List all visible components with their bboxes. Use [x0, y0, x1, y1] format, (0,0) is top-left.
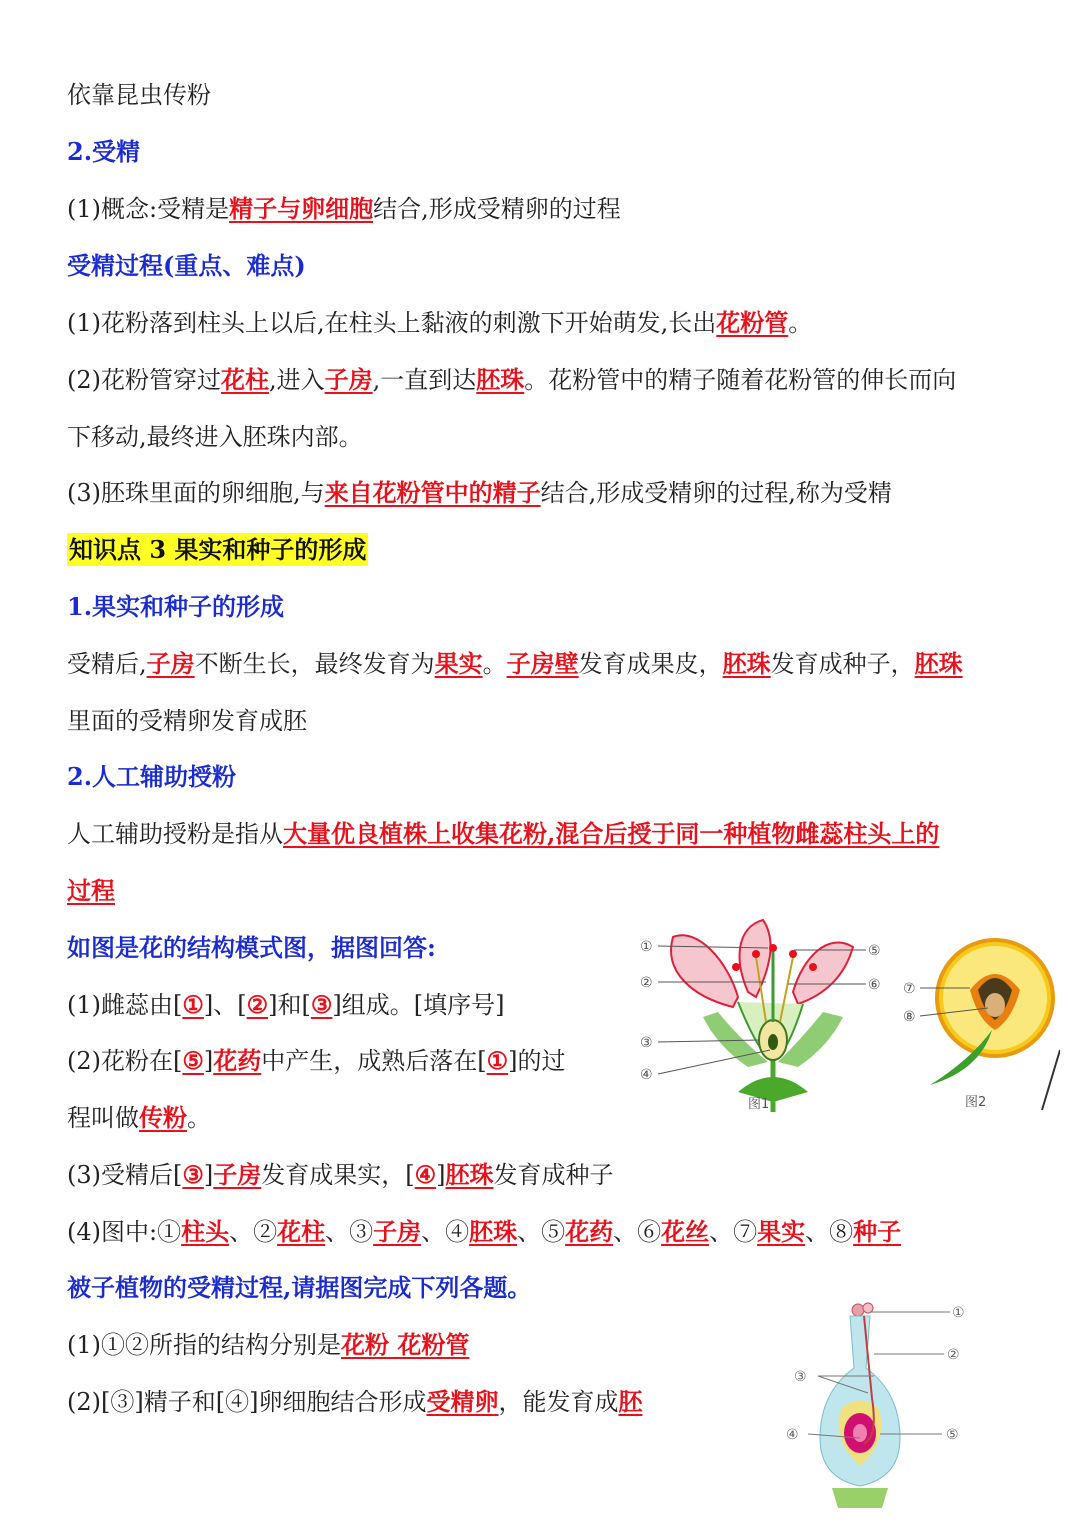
fig-label: ① [952, 1305, 965, 1321]
fig-label: ⑥ [868, 977, 881, 993]
pistil-fertilization-figure [782, 1298, 972, 1512]
answer: 花丝 [661, 1217, 710, 1246]
answer: 受精卵 [426, 1387, 499, 1416]
text-span: 知识点 3 果实和种子的形成 [69, 535, 367, 564]
answer: 精子与卵细胞 [229, 194, 374, 223]
text-line [67, 1160, 614, 1190]
fig-label: ② [640, 975, 653, 991]
answer: 花粉管 [716, 308, 789, 337]
text-span: 、⑧ [805, 1218, 854, 1246]
text-line [67, 706, 307, 736]
text-line [67, 649, 963, 679]
fig-label: ⑤ [946, 1427, 959, 1443]
text-span: 发育成种子 [493, 1161, 614, 1189]
answer: ① [486, 1046, 509, 1075]
text-span: 结合,形成受精卵的过程,称为受精 [540, 479, 892, 507]
text-span: ]和[ [268, 991, 311, 1019]
answer: 来自花粉管中的精子 [324, 478, 541, 507]
text-span: 下移动,最终进入胚珠内部。 [67, 423, 363, 451]
fig-label: ③ [640, 1035, 653, 1051]
text-span: 、⑤ [517, 1218, 566, 1246]
fig-label: ⑦ [903, 981, 916, 997]
text-span: (3)胚珠里面的卵细胞,与 [67, 479, 325, 507]
answer: 子房 [146, 649, 195, 678]
text-span: 1.果实和种子的形成 [67, 592, 285, 621]
answer: 胚珠 [445, 1160, 494, 1189]
text-line [67, 1387, 642, 1417]
answer: 果实 [434, 649, 483, 678]
text-span: 人工辅助授粉是指从 [67, 820, 283, 848]
text-span: (4)图中:① [67, 1218, 182, 1246]
fig-label: ⑧ [903, 1009, 916, 1025]
text-span: ] [203, 1047, 214, 1075]
text-span: 2.受精 [67, 137, 141, 166]
text-span: (2)花粉管穿过 [67, 366, 221, 394]
text-span: 被子植物的受精过程,请据图完成下列各题。 [67, 1273, 532, 1302]
text-line [67, 1217, 901, 1247]
answer: 子房 [213, 1160, 262, 1189]
text-span: 。 [187, 1104, 211, 1132]
answer: 子房壁 [506, 649, 579, 678]
fig-label: ④ [640, 1067, 653, 1083]
answer: 胚珠 [476, 365, 525, 394]
text-span: 发育成种子， [770, 650, 915, 678]
text-line [67, 80, 211, 110]
text-span: (1)雌蕊由[ [67, 991, 183, 1019]
answer: 果实 [757, 1217, 806, 1246]
fig-label: ③ [794, 1369, 807, 1385]
text-span: 。 [788, 309, 813, 337]
answer: 花药 [213, 1046, 262, 1075]
answer: 胚 [618, 1387, 643, 1416]
fig-label: ② [947, 1347, 960, 1363]
text-span: (2)花粉在[ [67, 1047, 183, 1075]
text-span: 中产生，成熟后落在[ [261, 1047, 487, 1075]
text-span: 、② [229, 1218, 278, 1246]
answer: ③ [182, 1160, 204, 1189]
answer: 胚珠 [722, 649, 771, 678]
answer: 种子 [853, 1217, 902, 1246]
text-span: 2.人工辅助授粉 [67, 762, 237, 791]
text-span: 结合,形成受精卵的过程 [373, 195, 621, 223]
text-line [67, 478, 892, 508]
text-line [67, 422, 363, 452]
text-span: ] [436, 1161, 446, 1189]
text-span: 程叫做 [67, 1104, 139, 1132]
answer: 花药 [565, 1217, 614, 1246]
text-span: ,一直到达 [372, 366, 477, 394]
text-span: 、⑥ [613, 1218, 662, 1246]
fig-label: ④ [786, 1427, 799, 1443]
text-span: ]、[ [203, 991, 247, 1019]
text-span: 依靠昆虫传粉 [67, 81, 211, 109]
text-line [67, 308, 812, 338]
answer: ③ [310, 990, 333, 1019]
section-heading [67, 251, 306, 281]
text-span: 如图是花的结构模式图，据图回答: [67, 933, 436, 962]
text-span: ]的过 [508, 1047, 566, 1075]
text-line [67, 876, 115, 906]
section-heading [67, 933, 436, 963]
text-span: 发育成果皮， [578, 650, 723, 678]
answer: ① [182, 990, 204, 1019]
text-span: 受精后, [67, 650, 147, 678]
fig-label: ⑤ [868, 943, 881, 959]
flower-structure-figure [638, 912, 900, 1118]
answer: 子房 [324, 365, 373, 394]
text-span: 不断生长，最终发育为 [194, 650, 435, 678]
text-span: ] [203, 1161, 214, 1189]
answer: 花柱 [221, 365, 269, 394]
answer: ⑤ [182, 1046, 204, 1075]
text-span: 、⑦ [709, 1218, 758, 1246]
knowledge-point-heading [67, 535, 368, 565]
text-span: ]组成。[填序号] [332, 991, 505, 1019]
answer: ② [246, 990, 269, 1019]
text-span: 受精过程(重点、难点) [67, 251, 306, 280]
text-line [67, 1103, 211, 1133]
fig-label: ① [640, 939, 653, 955]
fig-caption: 图2 [965, 1095, 987, 1110]
text-span: 发育成果实，[ [261, 1161, 415, 1189]
text-span: ,进入 [269, 366, 325, 394]
text-span: 。花粉管中的精子随着花粉管的伸长而向 [524, 366, 957, 394]
answer: 过程 [67, 876, 115, 905]
text-span: 里面的受精卵发育成胚 [67, 707, 307, 735]
answer: 花柱 [277, 1217, 326, 1246]
answer: 花粉 花粉管 [341, 1330, 470, 1359]
text-span: (1)①②所指的结构分别是 [67, 1331, 341, 1359]
text-span: ，能发育成 [498, 1388, 619, 1416]
answer: 大量优良植株上收集花粉,混合后授于同一种植物雌蕊柱头上的 [283, 819, 940, 848]
text-line [67, 194, 621, 224]
text-line [67, 1330, 469, 1360]
fig-caption: 图1 [748, 1097, 770, 1112]
answer: 传粉 [139, 1103, 187, 1132]
text-span: 、④ [421, 1218, 470, 1246]
text-line [67, 819, 939, 849]
text-line [67, 365, 956, 395]
section-heading [67, 762, 236, 792]
section-heading [67, 592, 284, 622]
text-span: (3)受精后[ [67, 1161, 183, 1189]
answer: 胚珠 [914, 649, 963, 678]
text-span: 、③ [325, 1218, 374, 1246]
answer: 柱头 [181, 1217, 230, 1246]
text-span: (1)花粉落到柱头上以后,在柱头上黏液的刺激下开始萌发,长出 [67, 309, 717, 337]
text-line [67, 1046, 566, 1076]
fruit-section-figure [900, 930, 1060, 1118]
answer: 胚珠 [469, 1217, 518, 1246]
answer: 子房 [373, 1217, 422, 1246]
text-line [67, 990, 504, 1020]
text-span: (1)概念:受精是 [67, 195, 230, 223]
text-span: (2)[③]精子和[④]卵细胞结合形成 [67, 1388, 427, 1416]
section-heading [67, 137, 140, 167]
section-heading [67, 1273, 531, 1303]
text-span: 。 [482, 650, 507, 678]
answer: ④ [414, 1160, 437, 1189]
